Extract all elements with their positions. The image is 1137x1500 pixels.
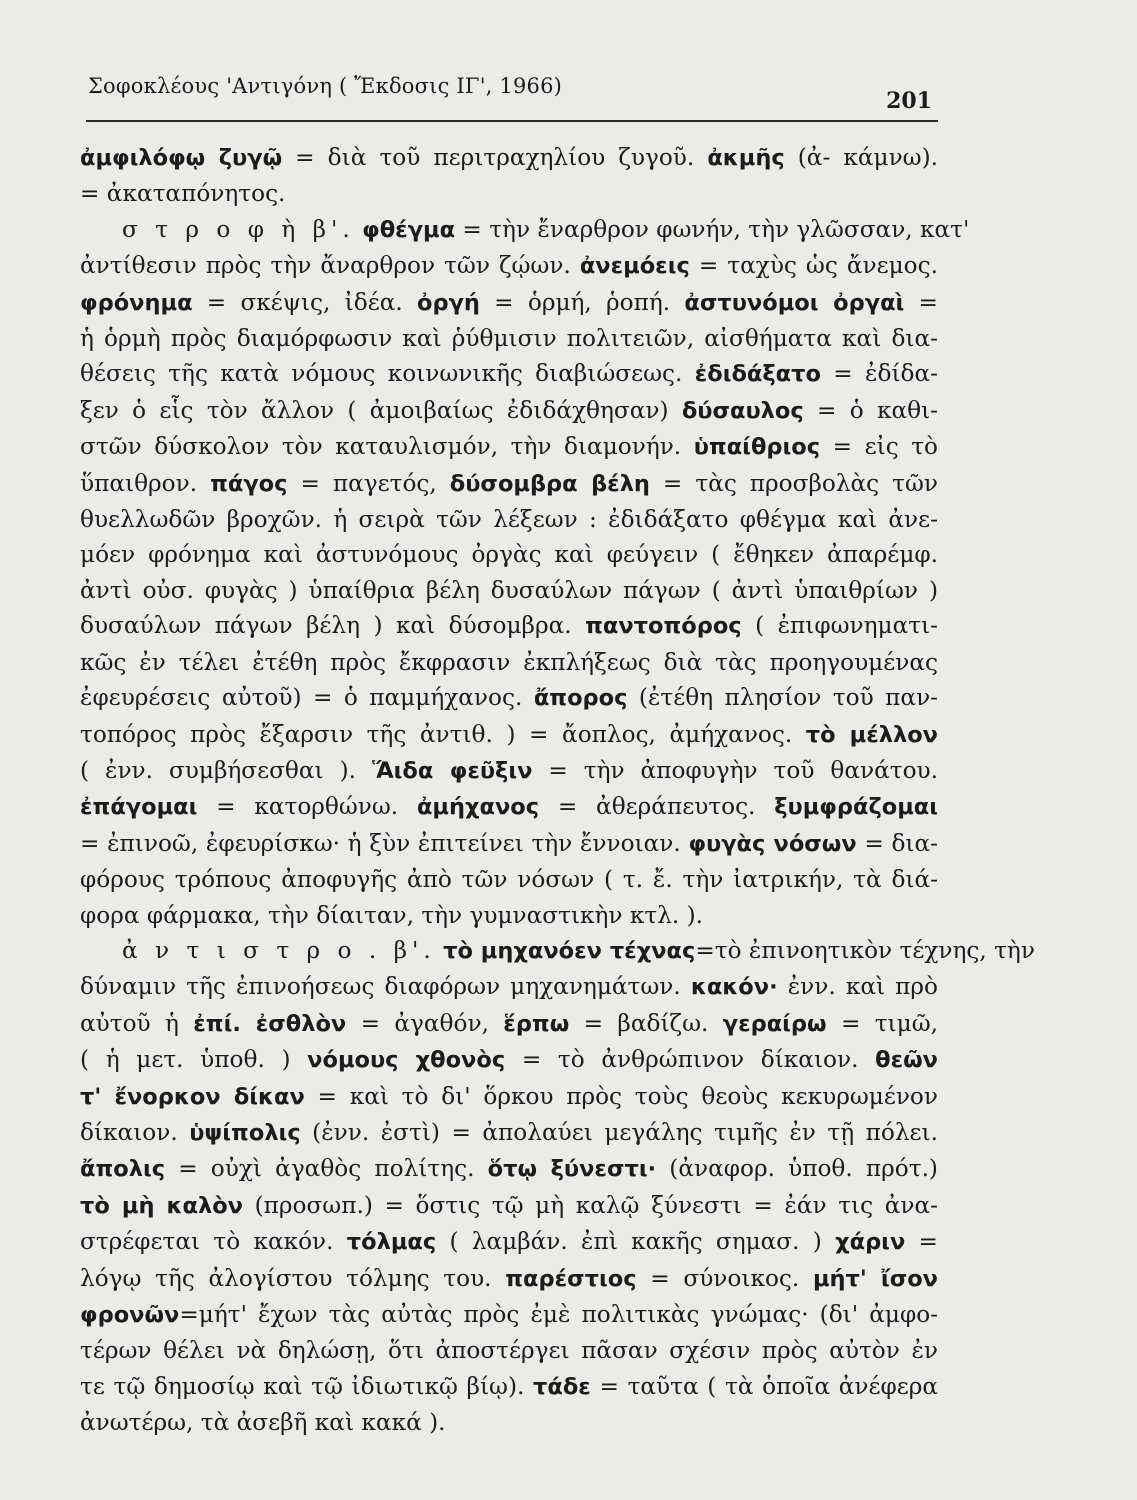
commentary-text bbox=[80, 140, 1035, 1441]
text-line bbox=[80, 645, 938, 680]
text-line bbox=[80, 248, 938, 284]
gloss: ὕπαιθρον. bbox=[80, 469, 211, 497]
lemma: ἀνεμόεις bbox=[579, 253, 690, 280]
text-line bbox=[80, 1188, 938, 1224]
text-line bbox=[80, 1042, 938, 1078]
text-line bbox=[80, 466, 938, 502]
gloss: = οὐχὶ ἀγαθὸς πολίτης. bbox=[165, 1155, 488, 1183]
lemma: τάδε bbox=[533, 1373, 591, 1400]
text-line bbox=[80, 393, 938, 429]
text-line bbox=[80, 1224, 938, 1260]
gloss: = ἀγαθόν, bbox=[346, 1009, 504, 1037]
lemma: ἀμήχανος bbox=[416, 794, 540, 821]
lemma: φυγὰς νόσων bbox=[688, 830, 857, 857]
lemma: παντοπόρος bbox=[585, 613, 742, 640]
text-line bbox=[80, 176, 938, 211]
lemma: χάριν bbox=[835, 1229, 906, 1256]
gloss: = τὸ ἀνθρώπινον δίκαιον. bbox=[505, 1046, 876, 1074]
gloss: = τὴν ἔναρθρον φωνήν, τὴν γλῶσσαν, κατ' bbox=[455, 215, 970, 243]
gloss: τέρων θέλει νὰ δηλώσῃ, ὅτι ἀποστέργει πᾶσαν σχέσιν πρὸς αὐτὸν ἐν bbox=[80, 1337, 938, 1365]
text-line bbox=[80, 1261, 938, 1297]
text-line bbox=[80, 1333, 938, 1368]
section-label: σ τ ρ ο φ ὴ β'. bbox=[122, 215, 355, 243]
gloss: ( ἡ μετ. ὑποθ. ) bbox=[80, 1046, 308, 1074]
lemma: τ' ἔνορκον δίκαν bbox=[80, 1083, 305, 1110]
lemma: μήτ' ἴσον bbox=[812, 1265, 938, 1292]
text-line bbox=[80, 1151, 938, 1187]
section-label: ἀ ν τ ι σ τ ρ ο . β'. bbox=[122, 936, 436, 964]
gloss: = παγετός, bbox=[287, 469, 450, 497]
text-line bbox=[80, 140, 938, 176]
gloss: = τὴν ἀποφυγὴν τοῦ θανάτου. bbox=[532, 756, 938, 784]
lemma: ἐπάγομαι bbox=[80, 794, 198, 821]
gloss: θέσεις τῆς κατὰ νόμους κοινωνικῆς διαβιώσεως. bbox=[80, 360, 695, 388]
lemma: θεῶν bbox=[875, 1047, 938, 1074]
text-line bbox=[80, 680, 938, 716]
gloss: στρέφεται τὸ κακόν. bbox=[80, 1228, 347, 1256]
text-line bbox=[80, 826, 938, 862]
lemma: φθέγμα bbox=[362, 216, 456, 243]
gloss: = ταχὺς ὡς ἄνεμος. bbox=[689, 252, 938, 280]
lemma: ἄπολις bbox=[80, 1156, 166, 1183]
gloss: = bbox=[905, 1228, 938, 1256]
text-line bbox=[80, 212, 970, 248]
lemma: δύσομβρα βέλη bbox=[449, 470, 650, 497]
lemma: ὑπαίθριος bbox=[693, 434, 821, 461]
gloss: φόρους τρόπους ἀποφυγῆς ἀπὸ τῶν νόσων ( τ. ἔ. τὴν ἰατρικήν, τὰ διά- bbox=[80, 866, 938, 894]
lemma: ξυμφράζομαι bbox=[774, 794, 938, 821]
text-line bbox=[80, 789, 938, 825]
gloss: (ἐνν. ἐστὶ) = ἀπολαύει μεγάλης τιμῆς ἐν τῇ πόλει. bbox=[300, 1118, 939, 1146]
gloss: κῶς ἐν τέλει ἐτέθη πρὸς ἔκφρασιν ἐκπλήξεως διὰ τὰς προηγουμένας bbox=[80, 648, 938, 676]
text-line bbox=[80, 969, 938, 1005]
lemma: ἀστυνόμοι ὀργαὶ bbox=[684, 289, 905, 316]
gloss: μόεν φρόνημα καὶ ἀστυνόμους ὀργὰς καὶ φεύγειν ( ἔθηκεν ἀπαρέμφ. bbox=[80, 541, 938, 569]
gloss: δίκαιον. bbox=[80, 1118, 190, 1146]
gloss: = σύνοικος. bbox=[636, 1264, 813, 1292]
lemma: τὸ μέλλον bbox=[805, 721, 938, 748]
gloss: = ταῦτα ( τὰ ὁποῖα ἀνέφερα bbox=[590, 1372, 938, 1400]
gloss: = δια- bbox=[856, 829, 939, 857]
gloss: = ὁρμή, ῥοπή. bbox=[479, 288, 685, 316]
text-line bbox=[80, 753, 938, 789]
gloss: ( λαμβάν. ἐπὶ κακῆς σημασ. ) bbox=[436, 1228, 836, 1256]
text-line bbox=[80, 933, 1035, 969]
gloss: ἐνν. καὶ πρὸ bbox=[777, 973, 938, 1001]
text-line bbox=[80, 1006, 938, 1042]
text-line bbox=[80, 717, 938, 753]
gloss: = ὁ καθι- bbox=[803, 396, 938, 424]
lemma: τὸ μηχανόεν τέχνας bbox=[443, 937, 696, 964]
gloss: = διὰ τοῦ περιτραχηλίου ζυγοῦ. bbox=[282, 144, 708, 171]
text-line bbox=[80, 573, 938, 608]
lemma: ἐδιδάξατο bbox=[694, 361, 821, 388]
gloss: = bbox=[904, 288, 938, 316]
gloss: = ἀθεράπευτος. bbox=[539, 793, 775, 821]
lemma: νόμους χθονὸς bbox=[307, 1047, 506, 1074]
gloss: (προσωπ.) = ὅστις τῷ μὴ καλῷ ξύνεστι = ἐάν τις ἀνα- bbox=[243, 1191, 938, 1219]
text-line bbox=[80, 285, 938, 321]
gloss: = ἐδίδα- bbox=[820, 360, 938, 388]
lemma: τὸ μὴ καλὸν bbox=[80, 1192, 243, 1219]
text-line bbox=[80, 1369, 938, 1405]
text-line bbox=[80, 862, 938, 897]
gloss: = καὶ τὸ δι' ὅρκου πρὸς τοὺς θεοὺς κεκυρωμένον bbox=[304, 1082, 938, 1110]
text-line bbox=[80, 1405, 938, 1440]
lemma: γεραίρω bbox=[722, 1010, 827, 1037]
gloss: στῶν δύσκολον τὸν καταυλισμόν, τὴν διαμονήν. bbox=[80, 433, 694, 461]
gloss: (ἐτέθη πλησίον τοῦ παν- bbox=[627, 684, 938, 712]
gloss: ἐφευρέσεις αὐτοῦ) = ὁ παμμήχανος. bbox=[80, 684, 534, 712]
gloss: δυσαύλων πάγων βέλη ) καὶ δύσομβρα. bbox=[80, 612, 586, 640]
gloss: τε τῷ δημοσίῳ καὶ τῷ ἰδιωτικῷ βίῳ). bbox=[80, 1372, 534, 1400]
gloss: = ἐπινοῶ, ἐφευρίσκω· ἡ ξὺν ἐπιτείνει τὴν ἔννοιαν. bbox=[80, 829, 689, 857]
gloss: (ἀ- κάμνω). bbox=[784, 144, 939, 171]
gloss: τοπόρος πρὸς ἔξαρσιν τῆς ἀντιθ. ) = ἄοπλος, ἀμήχανος. bbox=[80, 720, 806, 748]
text-line bbox=[80, 356, 938, 392]
gloss: = τὰς προσβολὰς τῶν bbox=[649, 469, 938, 497]
text-line bbox=[80, 321, 938, 356]
text-line bbox=[80, 429, 938, 465]
lemma: ἀμφιλόφῳ ζυγῷ bbox=[80, 145, 283, 171]
text-line bbox=[80, 537, 938, 572]
gloss: = σκέψις, ἰδέα. bbox=[192, 288, 418, 316]
lemma: ἄπορος bbox=[533, 685, 628, 712]
gloss: ἀντὶ οὐσ. φυγὰς ) ὑπαίθρια βέλη δυσαύλων πάγων ( ἀντὶ ὑπαιθρίων ) bbox=[80, 576, 938, 604]
gloss: (ἀναφορ. ὑποθ. πρότ.) bbox=[656, 1155, 938, 1183]
gloss: ἀνωτέρω, τὰ ἀσεβῆ καὶ κακά ). bbox=[80, 1409, 446, 1437]
gloss: ( ἐπιφωνηματι- bbox=[741, 612, 938, 640]
lemma: ὑψίπολις bbox=[189, 1119, 301, 1146]
gloss: =μήτ' ἔχων τὰς αὐτὰς πρὸς ἐμὲ πολιτικὰς γνώμας· (δι' ἀμφο- bbox=[179, 1301, 938, 1328]
lemma: ὀργή bbox=[417, 289, 480, 316]
gloss: ξεν ὁ εἷς τὸν ἄλλον ( ἀμοιβαίως ἐδιδάχθησαν) bbox=[80, 396, 682, 424]
gloss: ἡ ὁρμὴ πρὸς διαμόρφωσιν καὶ ῥύθμισιν πολιτειῶν, αἰσθήματα καὶ δια- bbox=[80, 325, 938, 353]
gloss: φορα φάρμακα, τὴν δίαιταν, τὴν γυμναστικὴν κτλ. ). bbox=[80, 901, 704, 929]
header-rule bbox=[86, 120, 938, 122]
gloss: ἀντίθεσιν πρὸς τὴν ἄναρθρον τῶν ζῴων. bbox=[80, 252, 580, 280]
gloss: = τιμῶ, bbox=[826, 1009, 938, 1037]
running-title: Σοφοκλέους 'Αντιγόνη ( Ἔκδοσις ΙΓ', 1966) bbox=[88, 74, 563, 98]
lemma: δύσαυλος bbox=[681, 397, 804, 424]
gloss: ( ἐνν. συμβήσεσθαι ). bbox=[80, 756, 372, 784]
gloss: = ἀκαταπόνητος. bbox=[80, 180, 286, 208]
lemma: παρέστιος bbox=[505, 1265, 637, 1292]
gloss: αὐτοῦ ἡ bbox=[80, 1009, 194, 1037]
lemma: πάγος bbox=[210, 470, 288, 497]
text-line bbox=[80, 898, 938, 933]
gloss: =τὸ ἐπινοητικὸν τέχνης, τὴν bbox=[695, 936, 1035, 964]
lemma: Ἅιδα φεῦξιν bbox=[371, 757, 533, 784]
lemma: κακόν· bbox=[690, 974, 778, 1001]
gloss: = κατορθώνω. bbox=[197, 793, 417, 821]
page-number: 201 bbox=[886, 88, 932, 114]
lemma: φρόνημα bbox=[80, 289, 193, 316]
text-line bbox=[80, 502, 938, 537]
lemma: ἀκμῆς bbox=[707, 145, 785, 171]
gloss: δύναμιν τῆς ἐπινοήσεως διαφόρων μηχανημάτων. bbox=[80, 973, 691, 1001]
lemma: ἐπί. ἐσθλὸν bbox=[193, 1010, 347, 1037]
text-line bbox=[80, 1079, 938, 1115]
gloss: θυελλωδῶν βροχῶν. ἡ σειρὰ τῶν λέξεων : ἐδιδάξατο φθέγμα καὶ ἀνε- bbox=[80, 506, 938, 534]
lemma: ὅτῳ ξύνεστι· bbox=[487, 1156, 657, 1183]
gloss: = βαδίζω. bbox=[569, 1009, 723, 1037]
gloss: = εἰς τὸ bbox=[820, 433, 939, 461]
lemma: φρονῶν bbox=[80, 1302, 180, 1328]
text-line bbox=[80, 1297, 938, 1333]
gloss: λόγῳ τῆς ἀλογίστου τόλμης του. bbox=[80, 1264, 506, 1292]
text-line bbox=[80, 1115, 938, 1151]
lemma: τόλμας bbox=[346, 1229, 437, 1256]
lemma: ἕρπω bbox=[503, 1010, 570, 1037]
text-line bbox=[80, 608, 938, 644]
